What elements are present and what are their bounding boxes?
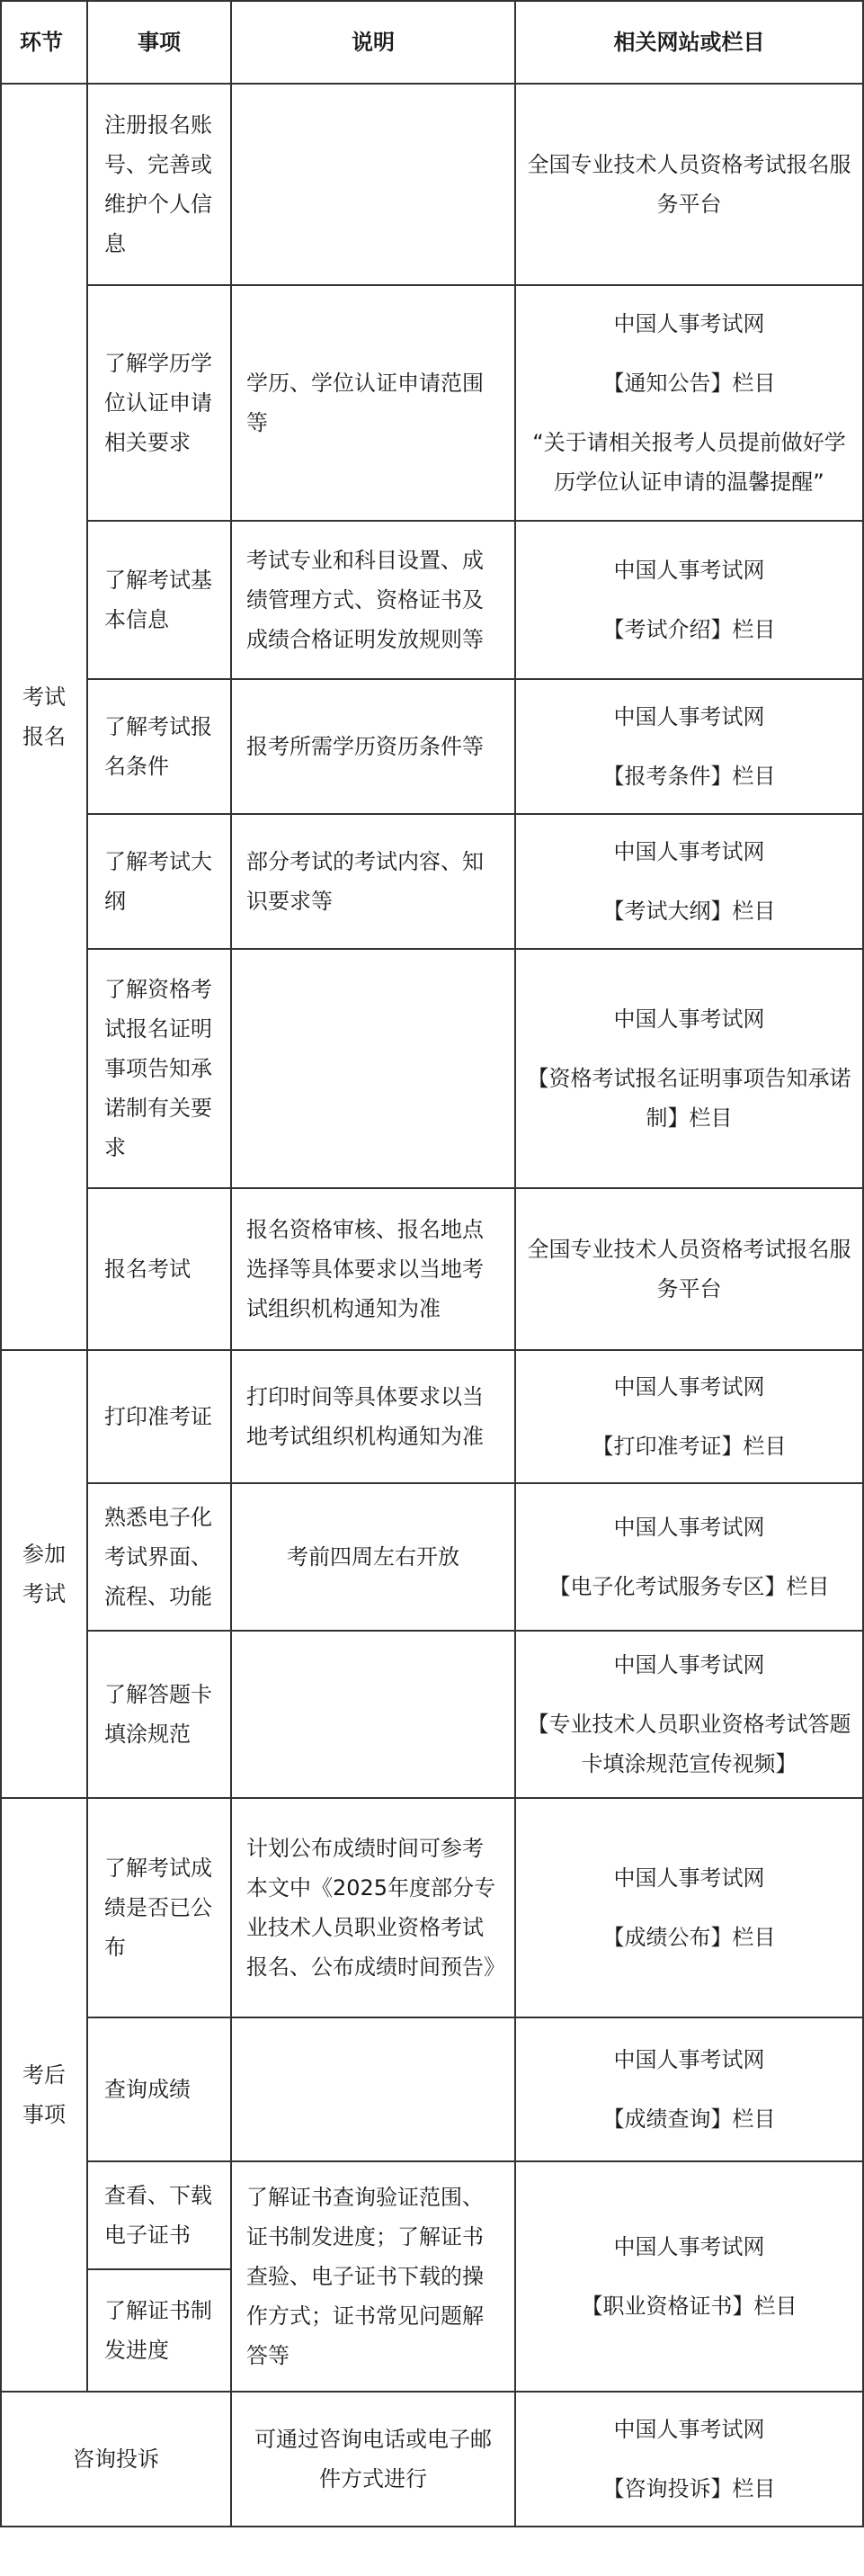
item-admission-ticket: 打印准考证 — [87, 1350, 231, 1483]
header-item: 事项 — [87, 1, 231, 84]
site-exam-basics[interactable] — [515, 521, 863, 679]
site-line[interactable]: 【咨询投诉】栏目 — [602, 2476, 776, 2501]
site-line[interactable]: 【专业技术人员职业资格考试答题卡填涂规范宣传视频】 — [527, 1712, 851, 1776]
table-row — [1, 84, 863, 285]
table-row — [1, 2392, 863, 2527]
site-line[interactable]: 【成绩公布】栏目 — [602, 1925, 776, 1950]
item-consult-complaint: 咨询投诉 — [1, 2392, 231, 2527]
desc-consult-complaint: 可通过咨询电话或电子邮件方式进行 — [231, 2392, 515, 2527]
item-certificate-progress: 了解证书制发进度 — [87, 2269, 231, 2392]
desc-eligibility: 报考所需学历资历条件等 — [231, 679, 515, 814]
site-line[interactable]: 中国人事考试网 — [613, 311, 765, 336]
desc-score-published: 计划公布成绩时间可参考本文中《2025年度部分专业技术人员职业资格考试报名、公布成绩时间预告》 — [231, 1798, 515, 2017]
site-line[interactable]: 全国专业技术人员资格考试报名服务平台 — [527, 152, 851, 217]
site-line[interactable]: 【职业资格证书】栏目 — [581, 2294, 797, 2319]
desc-register-exam: 报名资格审核、报名地点选择等具体要求以当地考试组织机构通知为准 — [231, 1188, 515, 1350]
site-line[interactable]: 中国人事考试网 — [613, 839, 765, 864]
item-syllabus: 了解考试大纲 — [87, 814, 231, 949]
desc-degree-cert: 学历、学位认证申请范围等 — [231, 285, 515, 521]
site-line[interactable]: 【打印准考证】栏目 — [592, 1434, 787, 1459]
site-line[interactable]: 【考试大纲】栏目 — [602, 899, 776, 924]
table-row — [1, 949, 863, 1188]
site-admission-ticket[interactable] — [515, 1350, 863, 1483]
item-e-certificate: 查看、下载电子证书 — [87, 2161, 231, 2269]
table-row — [1, 2161, 863, 2269]
site-line[interactable]: 【通知公告】栏目 — [602, 371, 776, 396]
table-row — [1, 1188, 863, 1350]
item-computer-exam: 熟悉电子化考试界面、流程、功能 — [87, 1483, 231, 1631]
site-certificate[interactable] — [515, 2161, 863, 2392]
site-eligibility[interactable] — [515, 679, 863, 814]
site-line[interactable]: “关于请相关报考人员提前做好学历学位认证申请的温馨提醒” — [532, 430, 846, 495]
site-line[interactable]: 中国人事考试网 — [613, 1865, 765, 1891]
desc-certificate: 了解证书查询验证范围、证书制发进度；了解证书查验、电子证书下载的操作方式；证书常见问题解答等 — [231, 2161, 515, 2392]
desc-admission-ticket: 打印时间等具体要求以当地考试组织机构通知为准 — [231, 1350, 515, 1483]
site-answer-sheet[interactable] — [515, 1631, 863, 1798]
desc-syllabus: 部分考试的考试内容、知识要求等 — [231, 814, 515, 949]
site-consult-complaint[interactable] — [515, 2392, 863, 2527]
site-line[interactable]: 中国人事考试网 — [613, 2234, 765, 2259]
item-score-query: 查询成绩 — [87, 2017, 231, 2161]
table-row — [1, 1350, 863, 1483]
site-score-published[interactable] — [515, 1798, 863, 2017]
site-degree-cert[interactable] — [515, 285, 863, 521]
table-row — [1, 1798, 863, 2017]
desc-exam-basics: 考试专业和科目设置、成绩管理方式、资格证书及成绩合格证明发放规则等 — [231, 521, 515, 679]
site-line[interactable]: 【电子化考试服务专区】栏目 — [548, 1574, 830, 1599]
site-line[interactable]: 中国人事考试网 — [613, 1374, 765, 1400]
section-after-exam: 考后事项 — [1, 1798, 87, 2392]
table-header-row — [1, 1, 863, 84]
desc-score-query — [231, 2017, 515, 2161]
item-degree-cert: 了解学历学位认证申请相关要求 — [87, 285, 231, 521]
site-line[interactable]: 【成绩查询】栏目 — [602, 2106, 776, 2132]
header-stage: 环节 — [1, 1, 87, 84]
section-registration: 考试报名 — [1, 84, 87, 1350]
site-commitment[interactable] — [515, 949, 863, 1188]
item-register-exam: 报名考试 — [87, 1188, 231, 1350]
site-register-account[interactable] — [515, 84, 863, 285]
table-row — [1, 814, 863, 949]
table-row — [1, 1483, 863, 1631]
table-row — [1, 2017, 863, 2161]
site-line[interactable]: 中国人事考试网 — [613, 2417, 765, 2442]
site-line[interactable]: 【考试介绍】栏目 — [602, 617, 776, 642]
item-score-published: 了解考试成绩是否已公布 — [87, 1798, 231, 2017]
table-row — [1, 285, 863, 521]
site-syllabus[interactable] — [515, 814, 863, 949]
item-eligibility: 了解考试报名条件 — [87, 679, 231, 814]
table-row — [1, 679, 863, 814]
table-row — [1, 521, 863, 679]
header-related-site: 相关网站或栏目 — [515, 1, 863, 84]
site-register-exam[interactable] — [515, 1188, 863, 1350]
site-line[interactable]: 中国人事考试网 — [613, 558, 765, 583]
desc-register-account — [231, 84, 515, 285]
site-line[interactable]: 【资格考试报名证明事项告知承诺制】栏目 — [527, 1066, 851, 1131]
site-line[interactable]: 中国人事考试网 — [613, 2047, 765, 2072]
site-line[interactable]: 【报考条件】栏目 — [602, 764, 776, 789]
header-description: 说明 — [231, 1, 515, 84]
site-line[interactable]: 中国人事考试网 — [613, 1006, 765, 1032]
site-line[interactable]: 全国专业技术人员资格考试报名服务平台 — [527, 1237, 851, 1301]
site-score-query[interactable] — [515, 2017, 863, 2161]
desc-computer-exam: 考前四周左右开放 — [231, 1483, 515, 1631]
site-line[interactable]: 中国人事考试网 — [613, 1652, 765, 1677]
table-row — [1, 1631, 863, 1798]
section-attend-exam: 参加考试 — [1, 1350, 87, 1798]
item-commitment: 了解资格考试报名证明事项告知承诺制有关要求 — [87, 949, 231, 1188]
site-line[interactable]: 中国人事考试网 — [613, 1515, 765, 1540]
item-register-account: 注册报名账号、完善或维护个人信息 — [87, 84, 231, 285]
site-computer-exam[interactable] — [515, 1483, 863, 1631]
item-exam-basics: 了解考试基本信息 — [87, 521, 231, 679]
desc-commitment — [231, 949, 515, 1188]
item-answer-sheet: 了解答题卡填涂规范 — [87, 1631, 231, 1798]
site-line[interactable]: 中国人事考试网 — [613, 704, 765, 729]
desc-answer-sheet — [231, 1631, 515, 1798]
